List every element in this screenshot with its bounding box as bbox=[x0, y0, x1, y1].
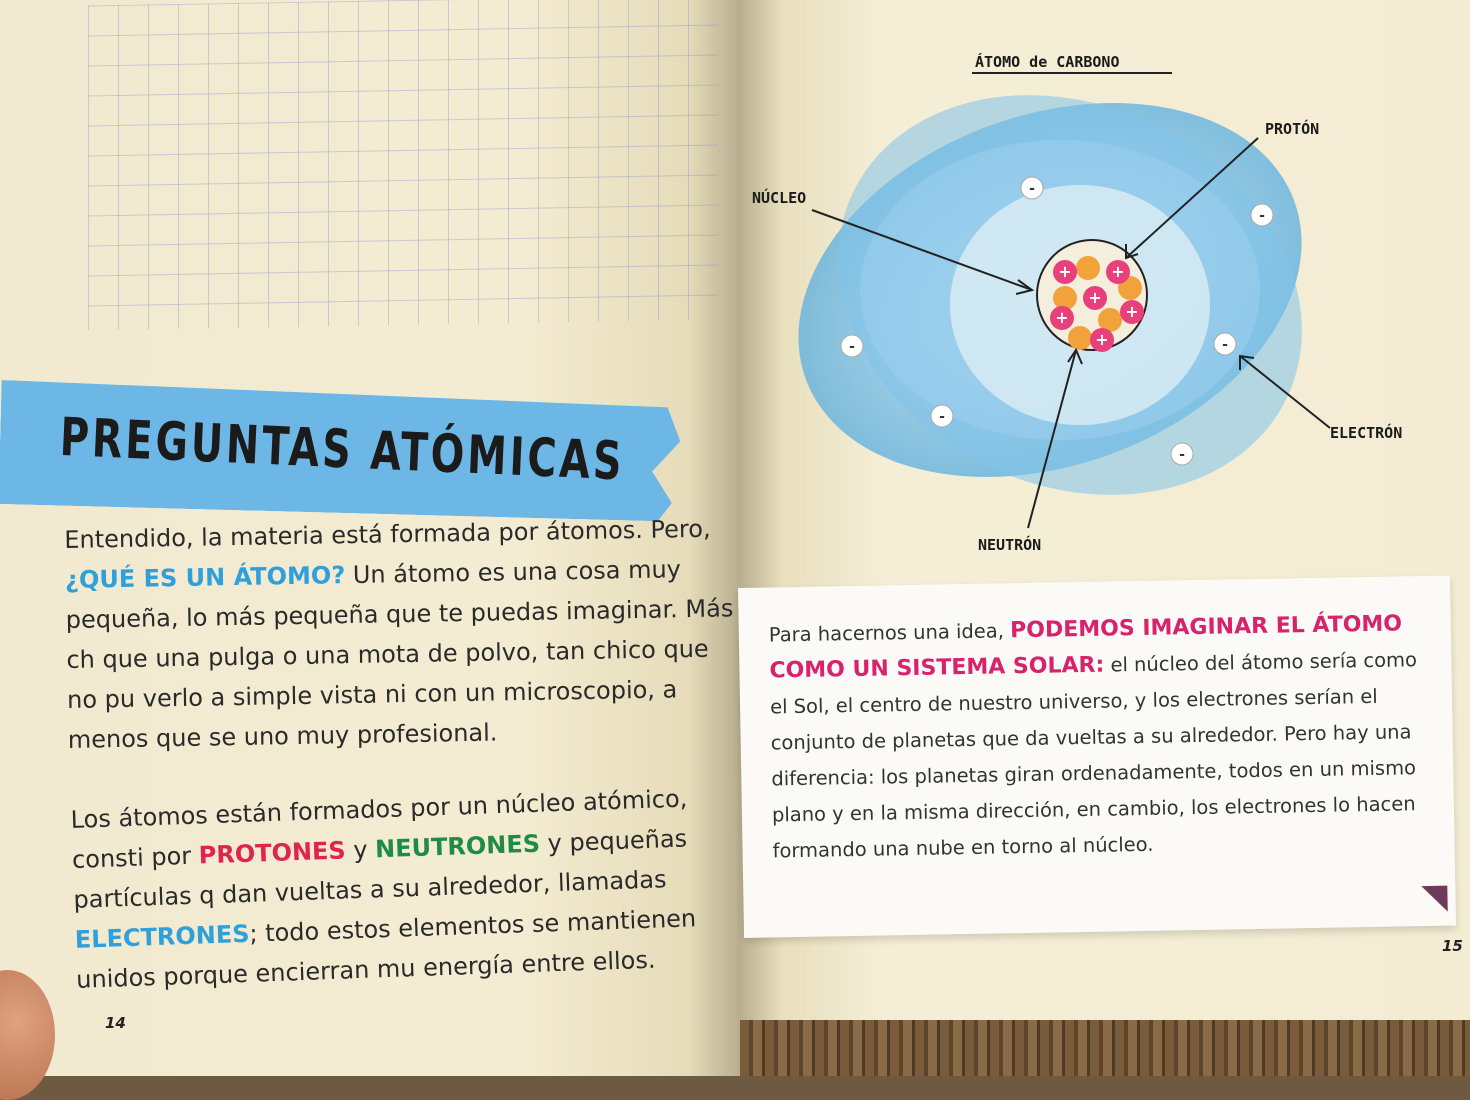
diagram-title: ÁTOMO de CARBONO bbox=[975, 53, 1120, 71]
svg-text:-: - bbox=[939, 409, 945, 425]
left-page bbox=[0, 0, 740, 1076]
svg-text:+: + bbox=[1125, 302, 1139, 321]
svg-text:-: - bbox=[1222, 337, 1228, 353]
question-highlight: ¿QUÉ ES UN ÁTOMO? bbox=[64, 561, 346, 594]
folded-corner bbox=[1421, 886, 1447, 912]
page-number-right: 15 bbox=[1442, 937, 1463, 955]
intro-paragraph: Entendido, la materia está formada por átomos. Pero, ¿QUÉ ES UN ÁTOMO? Un átomo es una cosa muy pequeña, lo más pequeña que te puedas imaginar. Más ch que una pulga o una mota de polvo, tan chico que no pu verlo a simple vista ni con un microscopio, a menos que se uno muy profesional. bbox=[64, 514, 734, 754]
electrons-highlight: ELECTRONES bbox=[74, 919, 250, 954]
svg-text:-: - bbox=[1029, 181, 1035, 197]
svg-text:-: - bbox=[849, 339, 855, 355]
neutron-label: NEUTRÓN bbox=[978, 536, 1042, 554]
svg-text:+: + bbox=[1095, 330, 1109, 349]
nucleus-label: NÚCLEO bbox=[752, 189, 807, 207]
thumb bbox=[0, 970, 55, 1100]
svg-text:+: + bbox=[1058, 262, 1072, 281]
page-number-left: 14 bbox=[105, 1014, 126, 1032]
protons-highlight: PROTONES bbox=[198, 836, 347, 870]
electron-label: ELECTRÓN bbox=[1330, 424, 1403, 442]
svg-text:-: - bbox=[1179, 447, 1185, 463]
structure-paragraph: Los átomos están formados por un núcleo atómico, consti por PROTONES y NEUTRONES y pequeñas partículas q dan vueltas a su alrededor, llamadas ELECTRONES; todo estos elementos se mantienen unidos porque encierran mu energía entre ellos. bbox=[70, 784, 697, 994]
page-heading: PREGUNTAS ATÓMICAS bbox=[58, 406, 626, 493]
carbon-atom-diagram bbox=[740, 40, 1470, 580]
svg-text:-: - bbox=[1259, 208, 1265, 224]
note-text: Para hacernos una idea, PODEMOS IMAGINAR EL ÁTOMO COMO UN SISTEMA SOLAR: el núcleo del átomo sería como el Sol, el centro de nuestro universo, y los electrones serían el conjunto de planetas que da vueltas a su alrededor. Pero hay una diferencia: los planetas giran ordenadamente, todos en un mismo plano y en la misma dirección, en cambio, los electrones lo hacen formando una nube en torno al núcleo. bbox=[768, 611, 1418, 863]
svg-text:+: + bbox=[1088, 288, 1102, 307]
solar-system-note bbox=[738, 576, 1456, 938]
proton-label: PROTÓN bbox=[1265, 120, 1320, 138]
neutrons-highlight: NEUTRONES bbox=[374, 829, 541, 864]
svg-text:+: + bbox=[1055, 308, 1069, 327]
note-highlight: PODEMOS IMAGINAR EL ÁTOMO COMO UN SISTEMA SOLAR: bbox=[769, 611, 1403, 684]
graph-paper-grid bbox=[88, 0, 718, 330]
svg-text:+: + bbox=[1111, 262, 1125, 281]
